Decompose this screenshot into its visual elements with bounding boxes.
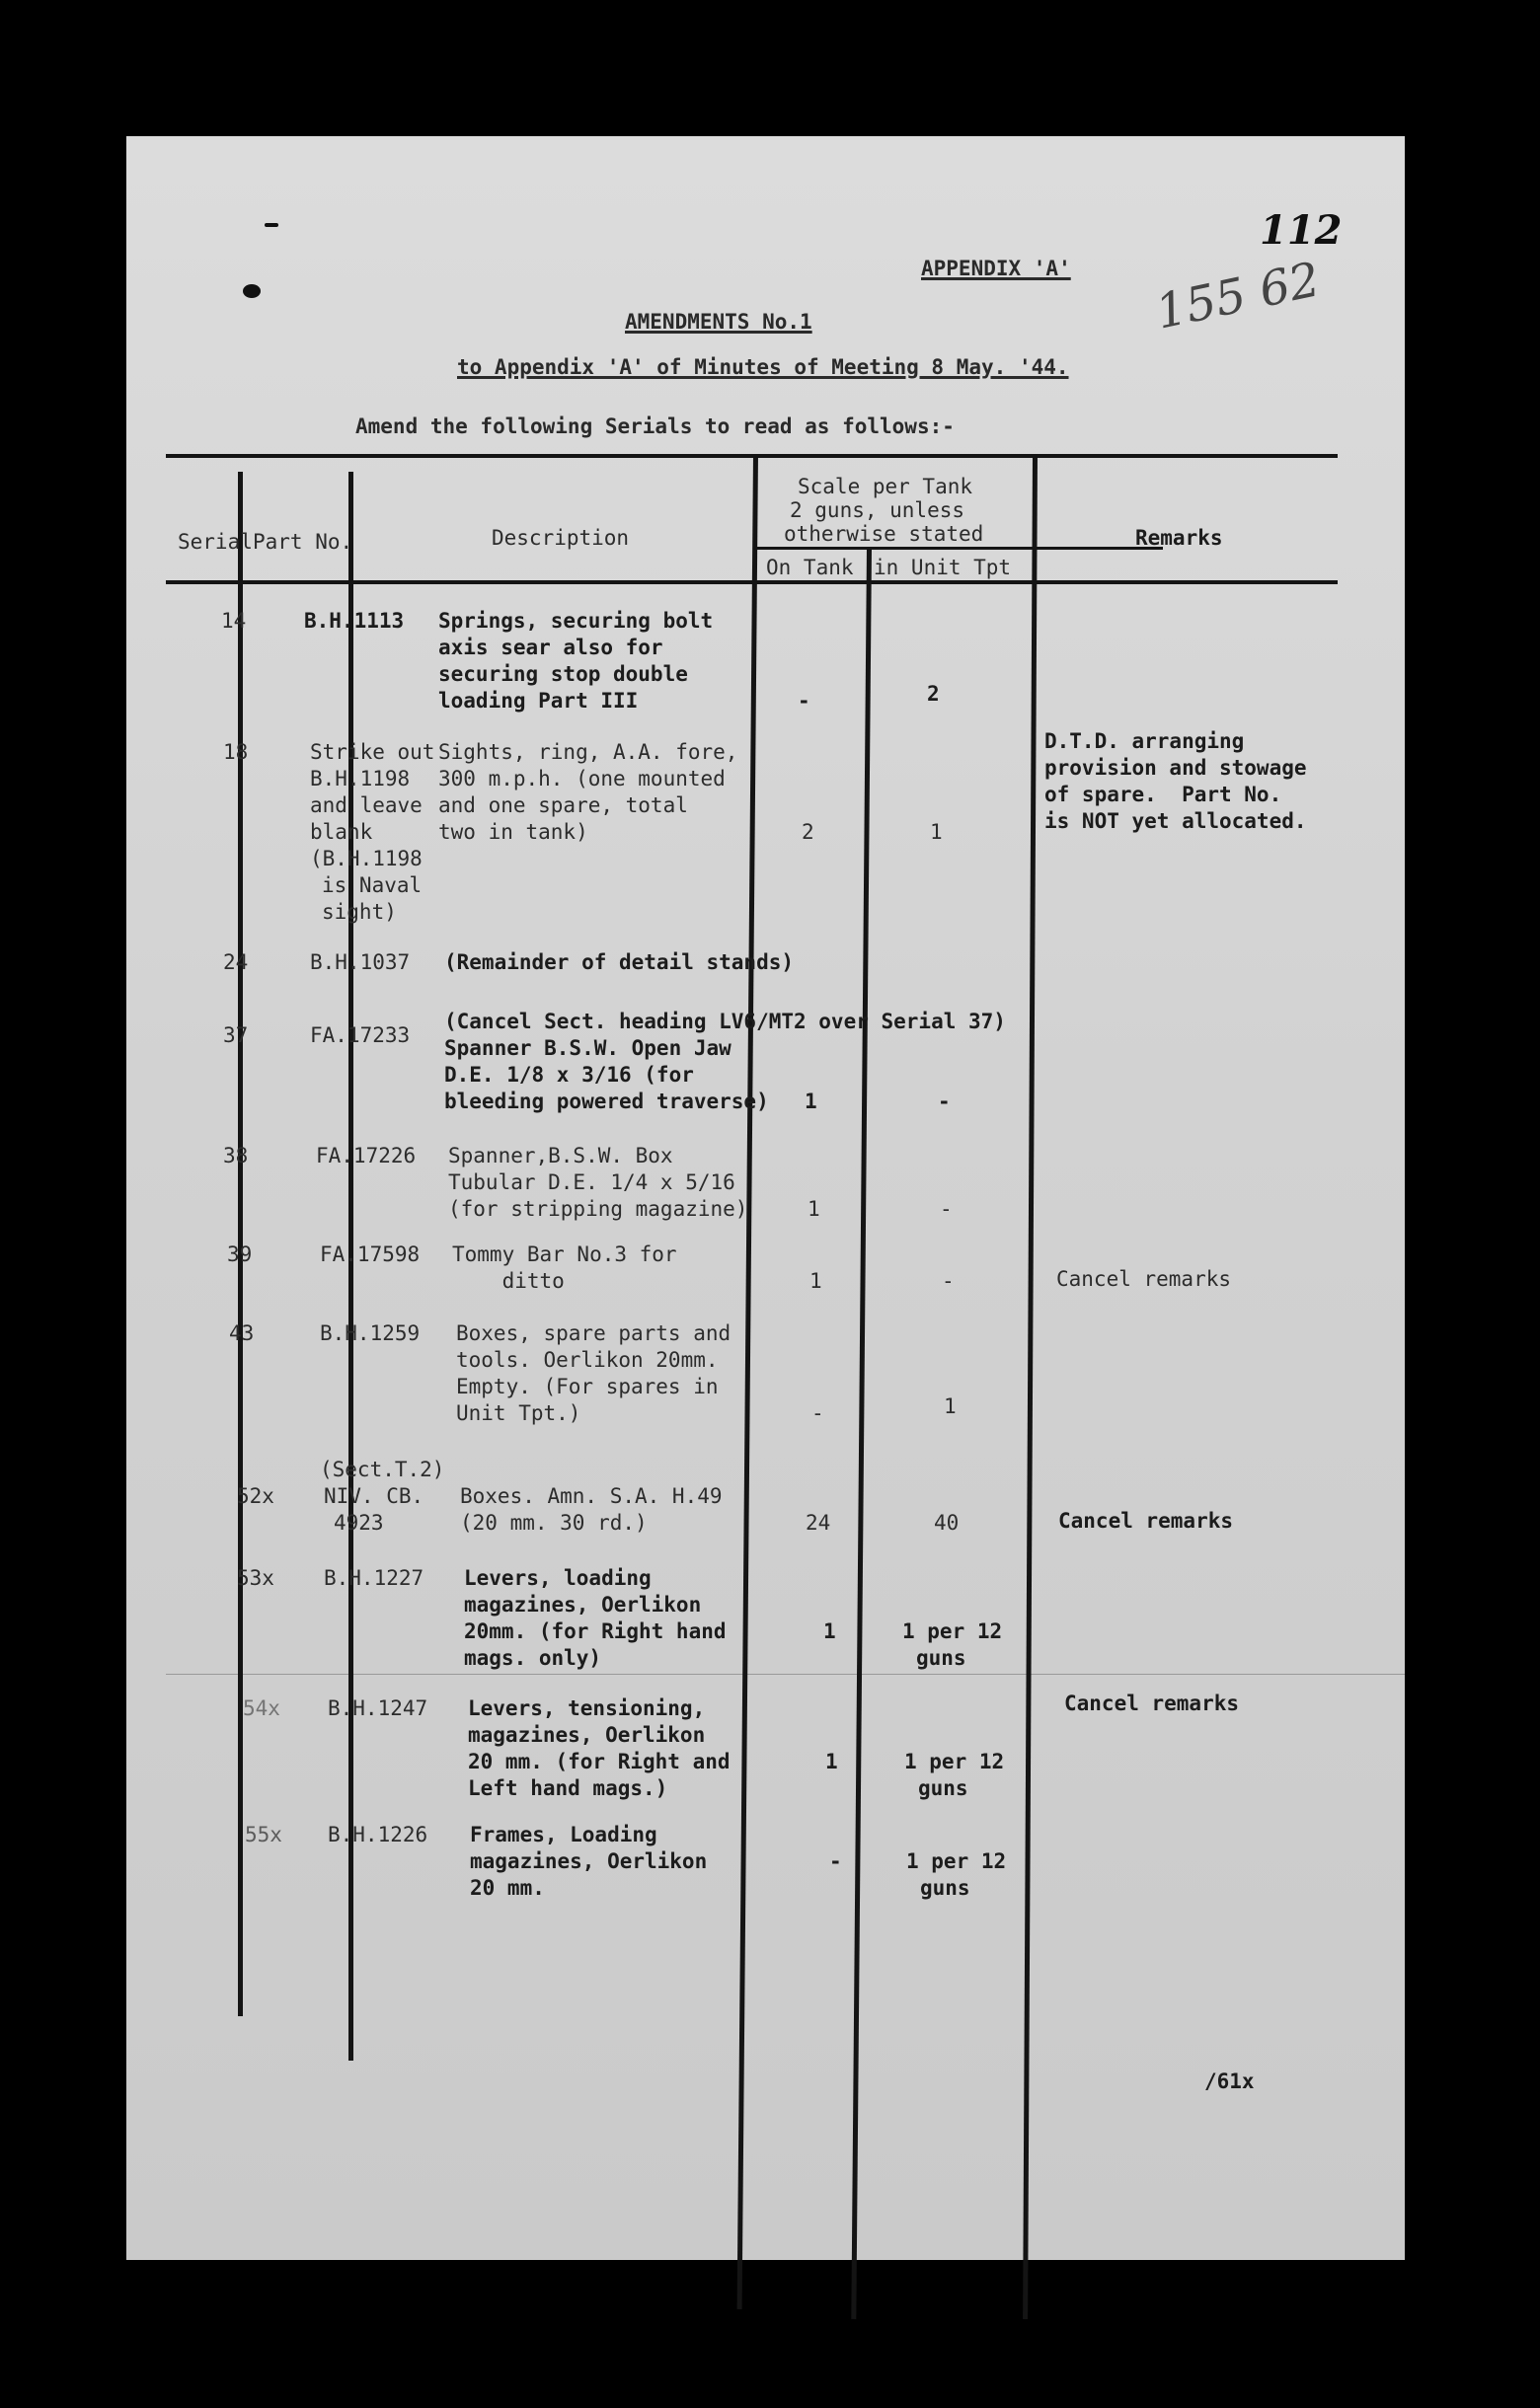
row-part-no: B.H.1259 bbox=[320, 1321, 421, 1345]
row-description: magazines, Oerlikon bbox=[470, 1849, 708, 1873]
row-part-no: B.H.1037 bbox=[310, 950, 411, 974]
row-remarks: D.T.D. arranging bbox=[1044, 729, 1245, 753]
header-description: Description bbox=[492, 526, 630, 550]
document-page bbox=[126, 136, 1405, 2260]
row-remarks: provision and stowage bbox=[1044, 756, 1307, 780]
row-description: D.E. 1/8 x 3/16 (for bbox=[444, 1063, 694, 1087]
row-description: 20 mm. bbox=[470, 1876, 545, 1900]
header-remarks: Remarks bbox=[1135, 526, 1223, 550]
row-part-no: and leave bbox=[310, 793, 423, 817]
row-description: Tubular D.E. 1/4 x 5/16 bbox=[448, 1170, 735, 1194]
row-in-unit: - bbox=[940, 1197, 953, 1221]
row-in-unit: guns bbox=[920, 1876, 970, 1900]
row-description: 20 mm. (for Right and bbox=[468, 1750, 731, 1773]
row-preamble: (Cancel Sect. heading LV6/MT2 over Serial 37) bbox=[444, 1010, 1006, 1033]
header-scale-2: 2 guns, unless bbox=[790, 498, 965, 522]
column-rule bbox=[737, 454, 758, 2309]
row-description: loading Part III bbox=[438, 689, 639, 713]
row-description: tools. Oerlikon 20mm. bbox=[456, 1348, 719, 1372]
row-in-unit: guns bbox=[916, 1646, 966, 1670]
row-description: Springs, securing bolt bbox=[438, 609, 714, 633]
row-remarks: is NOT yet allocated. bbox=[1044, 809, 1307, 833]
row-description: magazines, Oerlikon bbox=[468, 1723, 706, 1747]
row-part-no: B.H.1227 bbox=[324, 1566, 424, 1590]
row-description: ditto bbox=[452, 1269, 565, 1293]
row-description: Spanner,B.S.W. Box bbox=[448, 1144, 673, 1167]
row-description: securing stop double bbox=[438, 662, 688, 686]
row-description: (for stripping magazine) bbox=[448, 1197, 748, 1221]
row-on-tank: 1 bbox=[825, 1750, 838, 1773]
row-in-unit: 1 per 12 bbox=[902, 1619, 1003, 1643]
row-on-tank: 1 bbox=[805, 1090, 817, 1113]
row-in-unit: 1 bbox=[944, 1394, 957, 1418]
row-part-no: FA.17226 bbox=[316, 1144, 417, 1167]
row-description: Spanner B.S.W. Open Jaw bbox=[444, 1036, 732, 1060]
row-description: 20mm. (for Right hand bbox=[464, 1619, 727, 1643]
row-part-no: B.H.1226 bbox=[328, 1823, 428, 1846]
document-subtitle: to Appendix 'A' of Minutes of Meeting 8 May. '44. bbox=[457, 355, 1069, 379]
row-description: Levers, loading bbox=[464, 1566, 652, 1590]
row-description: Unit Tpt.) bbox=[456, 1401, 581, 1425]
row-part-no: sight) bbox=[322, 900, 397, 924]
row-part-no: (B.H.1198 bbox=[310, 847, 423, 870]
row-description: Boxes. Amn. S.A. H.49 bbox=[460, 1484, 723, 1508]
row-in-unit: guns bbox=[918, 1776, 968, 1800]
intro-line: Amend the following Serials to read as follows:- bbox=[355, 414, 955, 438]
row-serial: 43 bbox=[229, 1321, 255, 1345]
row-part-no: 4923 bbox=[334, 1511, 384, 1535]
row-in-unit: 1 bbox=[930, 820, 943, 844]
row-description: two in tank) bbox=[438, 820, 588, 844]
ink-speck bbox=[243, 284, 261, 298]
row-description: magazines, Oerlikon bbox=[464, 1593, 702, 1617]
header-on-tank: On Tank bbox=[766, 556, 854, 579]
row-in-unit: 1 per 12 bbox=[906, 1849, 1007, 1873]
row-in-unit: - bbox=[938, 1090, 951, 1113]
row-on-tank: - bbox=[811, 1401, 824, 1425]
row-description: Levers, tensioning, bbox=[468, 1696, 706, 1720]
table-top-rule bbox=[166, 454, 1338, 458]
row-serial: 24 bbox=[223, 950, 249, 974]
row-on-tank: - bbox=[798, 689, 810, 713]
row-part-no: FA.17233 bbox=[310, 1023, 411, 1047]
row-description: mags. only) bbox=[464, 1646, 602, 1670]
row-on-tank: 24 bbox=[806, 1511, 831, 1535]
row-part-no: Strike out bbox=[310, 740, 435, 764]
row-description: bleeding powered traverse) bbox=[444, 1090, 769, 1113]
row-on-tank: 1 bbox=[808, 1197, 820, 1221]
row-part-no: (Sect.T.2) bbox=[320, 1458, 445, 1481]
row-description: 300 m.p.h. (one mounted bbox=[438, 767, 726, 790]
continuation-mark: /61x bbox=[1204, 2069, 1255, 2093]
row-serial: 37 bbox=[223, 1023, 249, 1047]
row-serial: 54x bbox=[243, 1696, 280, 1720]
row-serial: 53x bbox=[237, 1566, 274, 1590]
row-serial: 18 bbox=[223, 740, 249, 764]
header-in-unit: in Unit Tpt bbox=[874, 556, 1012, 579]
row-description: (Remainder of detail stands) bbox=[444, 950, 795, 974]
header-part-no: Part No. bbox=[253, 530, 353, 554]
row-remarks: Cancel remarks bbox=[1064, 1692, 1240, 1715]
row-serial: 39 bbox=[227, 1242, 253, 1266]
row-description: and one spare, total bbox=[438, 793, 688, 817]
header-serial: Serial bbox=[178, 530, 253, 554]
row-part-no: blank bbox=[310, 820, 373, 844]
header-scale-3: otherwise stated bbox=[784, 522, 984, 546]
row-on-tank: - bbox=[829, 1849, 842, 1873]
row-part-no: B.H.1247 bbox=[328, 1696, 428, 1720]
row-description: Tommy Bar No.3 for bbox=[452, 1242, 677, 1266]
row-on-tank: 1 bbox=[809, 1269, 822, 1293]
row-serial: 52x bbox=[237, 1484, 274, 1508]
row-part-no: NIV. CB. bbox=[324, 1484, 424, 1508]
row-in-unit: 1 per 12 bbox=[904, 1750, 1005, 1773]
column-rule bbox=[851, 547, 872, 2319]
ink-speck bbox=[265, 223, 278, 227]
row-description: Sights, ring, A.A. fore, bbox=[438, 740, 738, 764]
row-on-tank: 2 bbox=[802, 820, 814, 844]
row-description: axis sear also for bbox=[438, 636, 663, 659]
row-in-unit: 40 bbox=[934, 1511, 960, 1535]
page-number-mark: 112 bbox=[1260, 207, 1343, 254]
row-in-unit: - bbox=[942, 1269, 955, 1293]
row-part-no: B.H.1198 bbox=[310, 767, 411, 790]
document-title: AMENDMENTS No.1 bbox=[625, 310, 812, 334]
column-rule bbox=[1023, 454, 1038, 2319]
row-serial: 55x bbox=[245, 1823, 282, 1846]
row-part-no: FA.17598 bbox=[320, 1242, 421, 1266]
row-description: Boxes, spare parts and bbox=[456, 1321, 732, 1345]
row-in-unit: 2 bbox=[927, 682, 940, 706]
reference-mark: 155 62 bbox=[1151, 252, 1325, 340]
appendix-label: APPENDIX 'A' bbox=[921, 257, 1071, 280]
row-serial: 38 bbox=[223, 1144, 249, 1167]
row-description: Empty. (For spares in bbox=[456, 1375, 719, 1398]
row-part-no: B.H.1113 bbox=[304, 609, 405, 633]
row-remarks: Cancel remarks bbox=[1056, 1267, 1232, 1291]
row-serial: 14 bbox=[221, 609, 247, 633]
row-remarks: Cancel remarks bbox=[1058, 1509, 1234, 1533]
row-part-no: is Naval bbox=[322, 873, 423, 897]
row-on-tank: 1 bbox=[823, 1619, 836, 1643]
row-description: (20 mm. 30 rd.) bbox=[460, 1511, 648, 1535]
header-scale-1: Scale per Tank bbox=[798, 475, 973, 498]
row-remarks: of spare. Part No. bbox=[1044, 783, 1282, 806]
row-description: Left hand mags.) bbox=[468, 1776, 668, 1800]
row-description: Frames, Loading bbox=[470, 1823, 657, 1846]
